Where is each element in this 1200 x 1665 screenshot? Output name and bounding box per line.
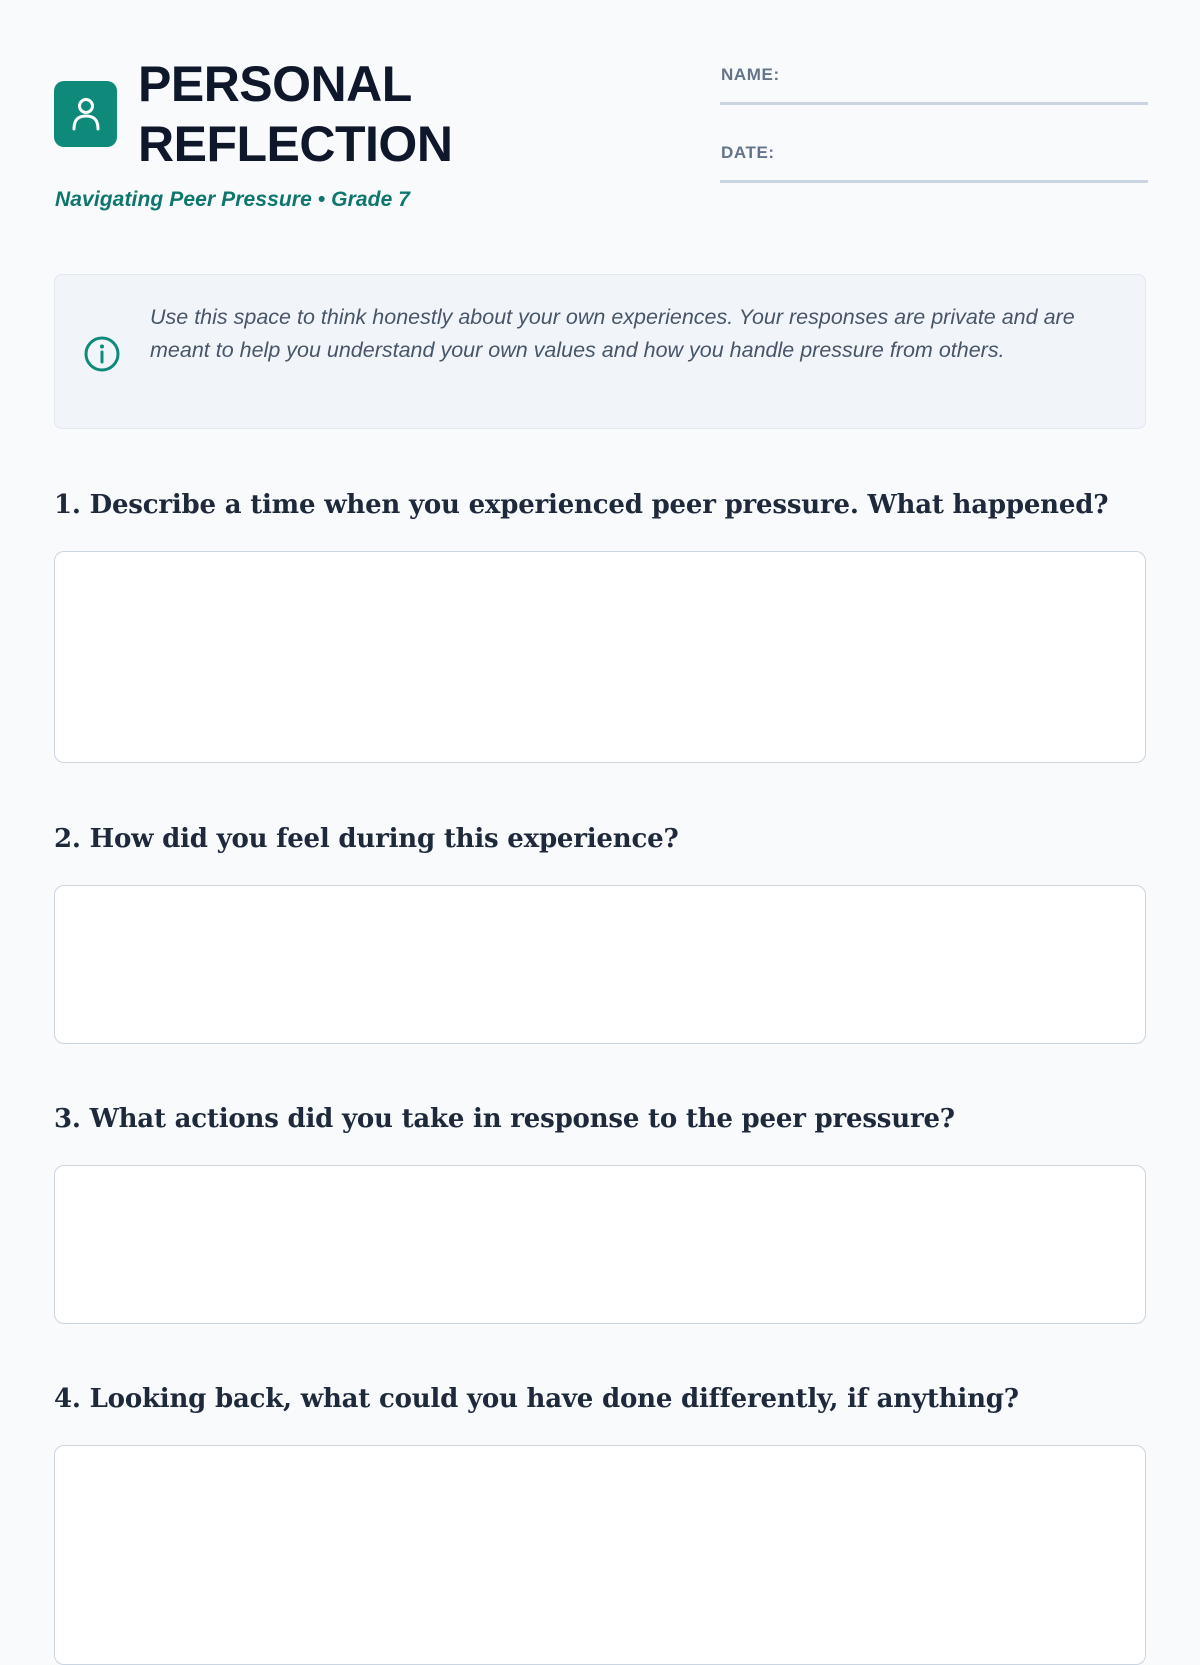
date-field[interactable]	[720, 140, 1148, 183]
worksheet-header	[54, 0, 1148, 230]
answer-box-2[interactable]	[54, 885, 1146, 1044]
answer-box-3[interactable]	[54, 1165, 1146, 1324]
info-icon	[83, 335, 121, 373]
info-text: Use this space to think honestly about your own experiences. Your responses are private and are meant to help you understand your own values and how you handle pressure from others.	[150, 305, 1075, 362]
info-callout	[54, 274, 1146, 429]
title-line-1: PERSONAL	[138, 56, 412, 112]
question-1: 1. Describe a time when you experienced peer pressure. What happened?	[54, 490, 1109, 520]
question-4: 4. Looking back, what could you have done differently, if anything?	[54, 1384, 1019, 1414]
answer-box-1[interactable]	[54, 551, 1146, 763]
worksheet-page	[54, 0, 1148, 1414]
question-3: 3. What actions did you take in response to the peer pressure?	[54, 1104, 955, 1134]
question-2: 2. How did you feel during this experience?	[54, 824, 679, 854]
page-title	[138, 54, 452, 174]
page-subtitle: Navigating Peer Pressure • Grade 7	[55, 188, 411, 211]
date-label: DATE:	[721, 143, 775, 162]
student-fields	[720, 62, 1148, 218]
answer-box-4[interactable]	[54, 1445, 1146, 1665]
name-label: NAME:	[721, 65, 780, 84]
title-line-2: REFLECTION	[138, 116, 453, 172]
name-field[interactable]	[720, 62, 1148, 105]
user-icon	[54, 81, 117, 147]
